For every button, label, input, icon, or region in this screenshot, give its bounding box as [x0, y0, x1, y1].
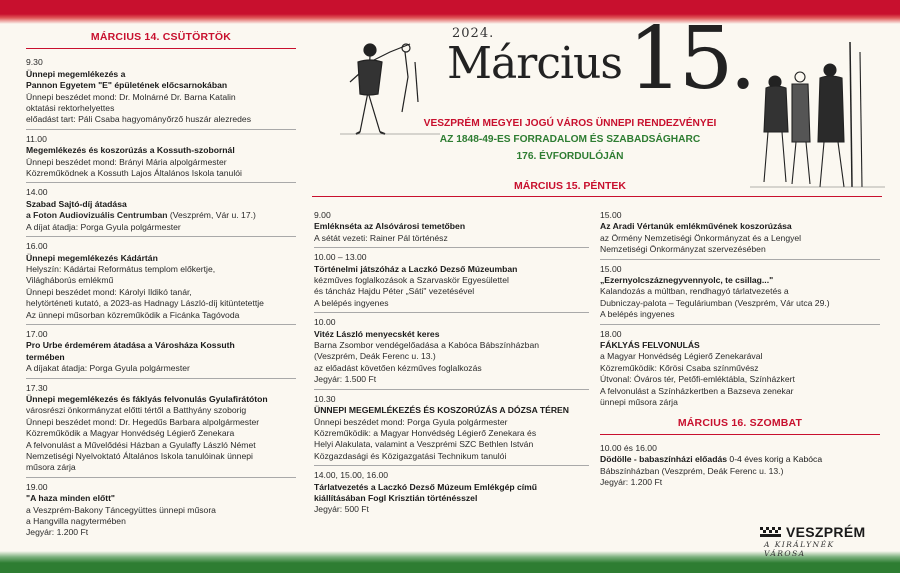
event-item: [600, 327, 880, 412]
event-detail: ünnepi műsora zárja: [600, 397, 678, 408]
event-detail: előadást tart: Páli Csaba hagyományőrző huszár alezredes: [26, 114, 251, 125]
friday-events-2: [600, 208, 880, 412]
divider: [312, 196, 882, 197]
event-item: [314, 250, 589, 313]
event-title: Pro Urbe érdemérem átadása a Városháza Kossuth: [26, 340, 235, 351]
event-title: Megemlékezés és koszorúzás a Kossuth-szobornál: [26, 145, 235, 156]
logo-tagline: A KIRÁLYNÉK VÁROSA: [764, 540, 835, 558]
crowd-illustration: [750, 42, 885, 187]
event-venue: a Foton Audiovizuális Centrumban: [26, 210, 168, 221]
event-address: (Veszprém, Vár u. 17.): [167, 210, 256, 221]
event-detail: A felvonulást a Színházkertben a Bazseva zenekar: [600, 385, 794, 396]
event-detail: Nemzetiségi Nyelvoktató Általános Iskola tanulóinak ünnepi: [26, 451, 253, 461]
friday-events-1: [314, 208, 589, 519]
event-detail: Jegyár: 1.200 Ft: [26, 527, 89, 538]
event-title: Emléknséta az Alsóvárosi temetőben: [314, 221, 466, 232]
event-title: Dödölle - babaszínházi előadás 0-4 éves korig a Kabóca: [600, 454, 823, 465]
logo-text: VESZPRÉM: [786, 524, 866, 540]
title-word: Március: [447, 38, 622, 89]
event-title: Pannon Egyetem "E" épületének előcsarnokában: [26, 80, 228, 91]
event-title: Ünnepi megemlékezés a: [26, 68, 126, 79]
divider: [26, 48, 296, 49]
event-title: [26, 210, 296, 221]
event-item: [26, 132, 296, 184]
event-title: „Ezernyolcszáznegyvennyolc, te csillag...": [600, 275, 774, 286]
event-detail: Ünnepi beszédet mond: Dr. Hegedűs Barbara alpolgármester: [26, 416, 260, 427]
event-title: ÜNNEPI MEGEMLÉKEZÉS ÉS KOSZORÚZÁS A DÓZSA TÉREN: [314, 405, 569, 416]
event-time: 10.00 – 13.00: [314, 252, 367, 263]
event-detail: A belépés ingyenes: [600, 309, 675, 320]
event-detail: Világháborús emlékmű: [26, 275, 114, 286]
event-title-rest: 0-4 éves korig a Kabóca: [727, 454, 823, 465]
subtitle-revolution: AZ 1848-49-ES FORRADALOM ÉS SZABADSÁGHARC: [439, 134, 701, 145]
event-time: 10.00 és 16.00: [600, 442, 657, 453]
thursday-column: [26, 30, 296, 544]
event-item: [314, 315, 589, 389]
event-title: FÁKLYÁS FELVONULÁS: [600, 340, 700, 351]
event-item: [600, 208, 880, 260]
event-title: Szabad Sajtó-díj átadása: [26, 198, 127, 209]
event-title: Ünnepi megemlékezés Kádártán: [26, 252, 158, 263]
event-time: 9.00: [314, 210, 331, 220]
event-title: Tárlatvezetés a Laczkó Dezső Múzeum Emlékgép című: [314, 481, 538, 492]
event-title: Ünnepi megemlékezés és fáklyás felvonulás Gyulafirátóton: [26, 393, 268, 404]
event-time: 17.30: [26, 382, 48, 393]
event-time: 19.00: [26, 481, 48, 492]
event-title: Az Aradi Vértanúk emlékművének koszorúzása: [600, 221, 792, 232]
event-item: [600, 441, 880, 492]
event-detail: helytörténeti kutató, a 2023-as Hadnagy László-díj kitüntetettje: [26, 298, 264, 309]
event-detail: Ünnepi beszédet mond: Dr. Molnárné Dr. Barna Katalin: [26, 91, 236, 102]
event-detail: Kalandozás a múltban, rendhagyó tárlatvezetés a: [600, 286, 789, 297]
event-detail: az előadást követően kézműves foglalkozás: [314, 362, 482, 373]
saturday-title: MÁRCIUS 16. SZOMBAT: [677, 416, 803, 429]
event-detail: (Veszprém, Deák Ferenc u. 13.): [314, 351, 436, 362]
event-detail: Közreműködik: a Magyar Honvédség Légierő Zenekara és: [314, 427, 537, 438]
event-detail: Ünnepi beszédet mond: Brányi Mária alpolgármester: [26, 156, 227, 167]
event-detail: Jegyár: 1.500 Ft: [314, 374, 377, 385]
title-number: 15.: [628, 9, 753, 109]
event-time: 11.00: [26, 133, 47, 144]
event-title: kiállításában Fogl Krisztián történésszel: [314, 492, 478, 503]
event-detail: városrészi önkormányzat előtti tértől a Batthyány szoborig: [26, 405, 247, 416]
event-detail: kézműves foglalkozások a Szarvaskör Egyesülettel: [314, 275, 509, 286]
event-time: 17.00: [26, 328, 48, 339]
event-detail: Bábszínházban (Veszprém, Deák Ferenc u. 13.): [600, 465, 784, 476]
event-detail: Helyi Alakulata, valamint a Veszprémi SZC Bethlen István: [314, 439, 534, 450]
event-detail: Közreműködnek a Kossuth Lajos Általános Iskola tanulói: [26, 168, 242, 179]
event-detail: a Magyar Honvédség Légierő Zenekarával: [600, 351, 763, 362]
event-item: [26, 381, 296, 478]
event-item: [26, 327, 296, 379]
event-time: 18.00: [600, 328, 622, 339]
event-detail: Jegyár: 500 Ft: [314, 504, 369, 515]
event-title: Történelmi játszóház a Laczkó Dezső Múzeumban: [314, 263, 518, 274]
event-detail: Jegyár: 1.200 Ft: [600, 477, 663, 488]
event-detail: oktatási rektorhelyettes: [26, 103, 115, 114]
event-detail: az Örmény Nemzetiségi Önkormányzat és a Lengyel: [600, 232, 802, 243]
friday-title: MÁRCIUS 15. PÉNTEK: [513, 180, 627, 192]
event-detail: Az ünnepi műsorban közreműködik a Ficánka Tagóvoda: [26, 309, 240, 320]
friday-column-1: [314, 208, 589, 521]
event-detail: A sétát vezeti: Rainer Pál történész: [314, 232, 448, 243]
event-detail: Közreműködik: Kőrösi Csaba színművész: [600, 362, 759, 373]
event-detail: Útvonal: Óváros tér, Petőfi-emléktábla, Színházkert: [600, 374, 795, 385]
event-detail: Nemzetiségi Önkormányzat szervezésében: [600, 244, 766, 255]
event-detail: A díjat átadja: Porga Gyula polgármester: [26, 221, 181, 232]
event-detail: Helyszín: Kádártai Református templom előkertje,: [26, 263, 216, 274]
event-detail: Közgazdasági és Közigazgatási Technikum tanulói: [314, 450, 507, 461]
event-detail: a Veszprém-Bakony Táncegyüttes ünnepi műsora: [26, 504, 216, 515]
event-title: Vitéz László menyecskét keres: [314, 328, 440, 339]
event-title: termében: [26, 351, 65, 362]
event-detail: Ünnepi beszédet mond: Károlyi Ildikó tanár,: [26, 286, 192, 297]
event-detail: A díjakat átadja: Porga Gyula polgármester: [26, 363, 190, 374]
event-item: [600, 262, 880, 325]
event-detail: Ünnepi beszédet mond: Porga Gyula polgármester: [314, 416, 508, 427]
event-detail: és táncház Hajdu Péter „Sáti" vezetésével: [314, 286, 475, 297]
flag-stripe-top: [0, 0, 900, 24]
thursday-title: MÁRCIUS 14. CSÜTÖRTÖK: [90, 31, 232, 43]
event-detail: a Hangvilla nagytermében: [26, 516, 126, 527]
event-time: 15.00: [600, 210, 622, 220]
saturday-events: [600, 441, 880, 492]
event-title: "A haza minden előtt": [26, 493, 116, 504]
event-time: 16.00: [26, 241, 48, 252]
event-item: [26, 480, 296, 542]
event-time: 14.00: [26, 187, 48, 198]
event-time: 15.00: [600, 263, 622, 274]
thursday-events: [26, 55, 296, 541]
event-detail: A belépés ingyenes: [314, 297, 389, 308]
subtitle-anniversary: 176. ÉVFORDULÓJÁN: [516, 151, 624, 162]
event-item: [314, 392, 589, 466]
event-item: [314, 468, 589, 519]
event-item: [26, 55, 296, 129]
event-item: [26, 185, 296, 237]
subtitle-city: VESZPRÉM MEGYEI JOGÚ VÁROS ÜNNEPI RENDEZVÉNYEI: [423, 118, 717, 129]
event-detail: műsora zárja: [26, 462, 76, 473]
event-detail: Dubniczay-palota – Teguláriumban (Veszprém, Vár utca 29.): [600, 297, 830, 308]
veszprem-logo: [758, 524, 878, 558]
friday-column-2: [600, 208, 880, 494]
event-time: 9.30: [26, 57, 43, 68]
divider: [600, 434, 880, 435]
event-time: 10.30: [314, 393, 336, 404]
event-time: 10.00: [314, 317, 336, 328]
event-item: [26, 239, 296, 325]
event-time: 14.00, 15.00, 16.00: [314, 470, 389, 481]
event-detail: Barna Zsombor vendégelőadása a Kabóca Bábszínházban: [314, 340, 540, 351]
event-detail: A felvonulást a Művelődési Házban a Gyulaffy László Német: [26, 439, 256, 450]
year-label: 2024.: [452, 26, 495, 41]
crown-icon: [758, 525, 782, 539]
event-detail: Közreműködik a Magyar Honvédség Légierő Zenekara: [26, 428, 235, 439]
event-item: [314, 208, 589, 248]
